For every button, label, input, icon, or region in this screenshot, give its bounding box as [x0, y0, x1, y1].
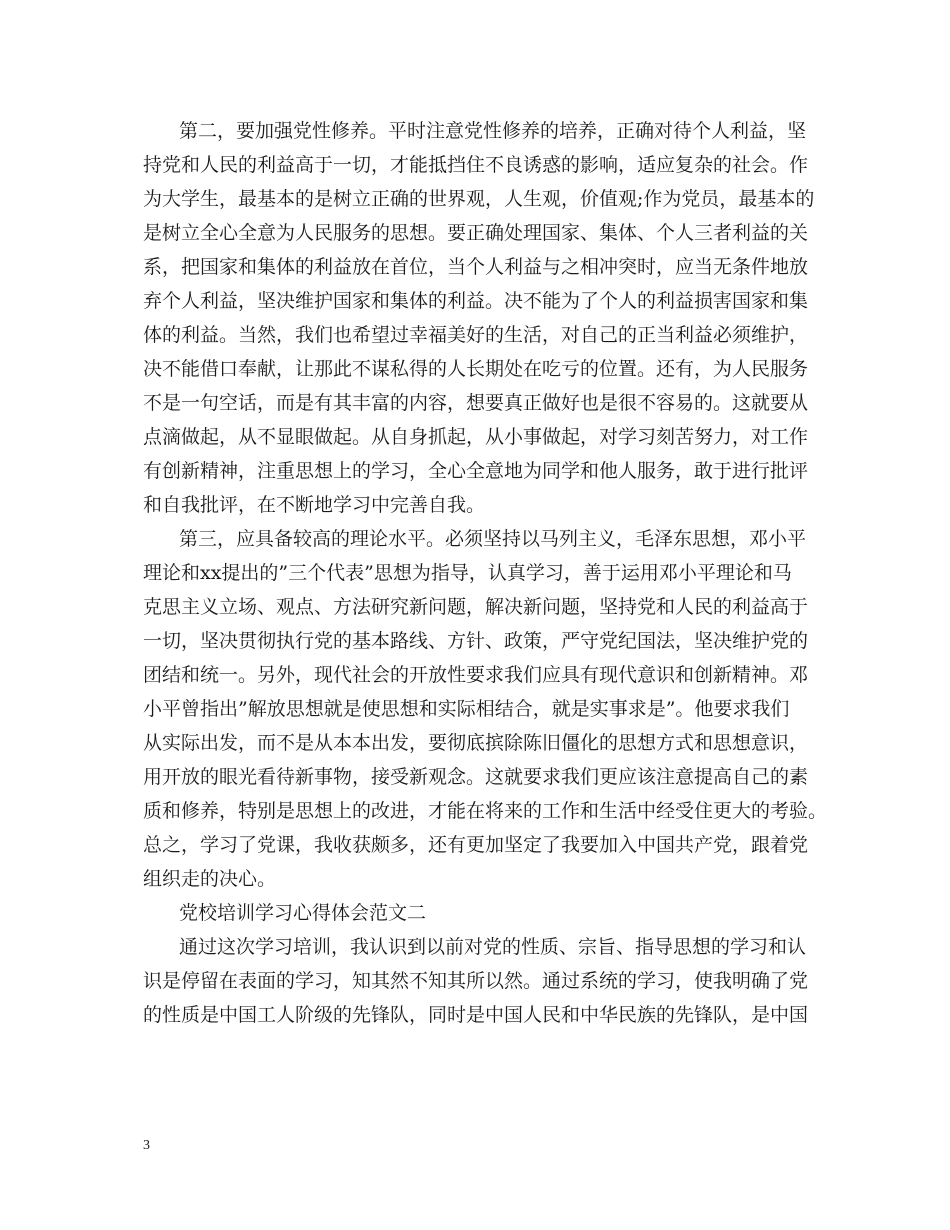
text-line: 点滴做起，从不显眼做起。从自身抓起，从小事做起，对学习刻苦努力，对工作	[143, 426, 809, 448]
text-line: 的性质是中国工人阶级的先锋队，同时是中国人民和中华民族的先锋队，是中国	[143, 1004, 809, 1026]
text-line: 决不能借口奉献，让那此不谋私得的人长期处在吃亏的位置。还有，为人民服务	[143, 358, 809, 380]
text-line: 第三，应具备较高的理论水平。必须坚持以马列主义，毛泽东思想，邓小平	[179, 528, 807, 550]
text-line: 通过这次学习培训，我认识到以前对党的性质、宗旨、指导思想的学习和认	[179, 936, 807, 958]
page-number: 3	[143, 1138, 150, 1153]
text-line: 组织走的决心。	[143, 868, 277, 890]
text-line: 理论和xx提出的”三个代表”思想为指导，认真学习，善于运用邓小平理论和马	[143, 562, 792, 584]
text-line: 有创新精神，注重思想上的学习，全心全意地为同学和他人服务，敢于进行批评	[143, 460, 809, 482]
text-line: 持党和人民的利益高于一切，才能抵挡住不良诱惑的影响，适应复杂的社会。作	[143, 154, 809, 176]
text-line: 一切，坚决贯彻执行党的基本路线、方针、政策，严守党纪国法，坚决维护党的	[143, 630, 809, 652]
text-line: 体的利益。当然，我们也希望过幸福美好的生活，对自己的正当利益必须维护，	[143, 324, 809, 346]
text-line: 用开放的眼光看待新事物，接受新观念。这就要求我们更应该注意提高自己的素	[143, 766, 809, 788]
text-line: 识是停留在表面的学习，知其然不知其所以然。通过系统的学习，使我明确了党	[143, 970, 809, 992]
text-line: 质和修养，特别是思想上的改进，才能在将来的工作和生活中经受住更大的考验。	[143, 800, 828, 822]
text-line: 系，把国家和集体的利益放在首位，当个人利益与之相冲突时，应当无条件地放	[143, 256, 809, 278]
body-text	[143, 114, 828, 1032]
text-line: 总之，学习了党课，我收获颇多，还有更加坚定了我要加入中国共产党，跟着党	[143, 834, 809, 856]
text-line: 小平曾指出”解放思想就是使思想和实际相结合，就是实事求是”。他要求我们	[143, 698, 790, 720]
text-line: 克思主义立场、观点、方法研究新问题，解决新问题，坚持党和人民的利益高于	[143, 596, 809, 618]
text-line: 从实际出发，而不是从本本出发，要彻底摈除陈旧僵化的思想方式和思想意识，	[143, 732, 809, 754]
text-line: 和自我批评，在不断地学习中完善自我。	[143, 494, 486, 516]
text-line: 第二，要加强党性修养。平时注意党性修养的培养，正确对待个人利益，坚	[179, 120, 807, 142]
text-line: 为大学生，最基本的是树立正确的世界观，人生观，价值观;作为党员，最基本的	[143, 188, 815, 210]
section-heading: 党校培训学习心得体会范文二	[179, 902, 427, 924]
text-line: 是树立全心全意为人民服务的思想。要正确处理国家、集体、个人三者利益的关	[143, 222, 809, 244]
text-line: 团结和统一。另外，现代社会的开放性要求我们应具有现代意识和创新精神。邓	[143, 664, 809, 686]
text-line: 不是一句空话，而是有其丰富的内容，想要真正做好也是很不容易的。这就要从	[143, 392, 809, 414]
text-line: 弃个人利益，坚决维护国家和集体的利益。决不能为了个人的利益损害国家和集	[143, 290, 809, 312]
